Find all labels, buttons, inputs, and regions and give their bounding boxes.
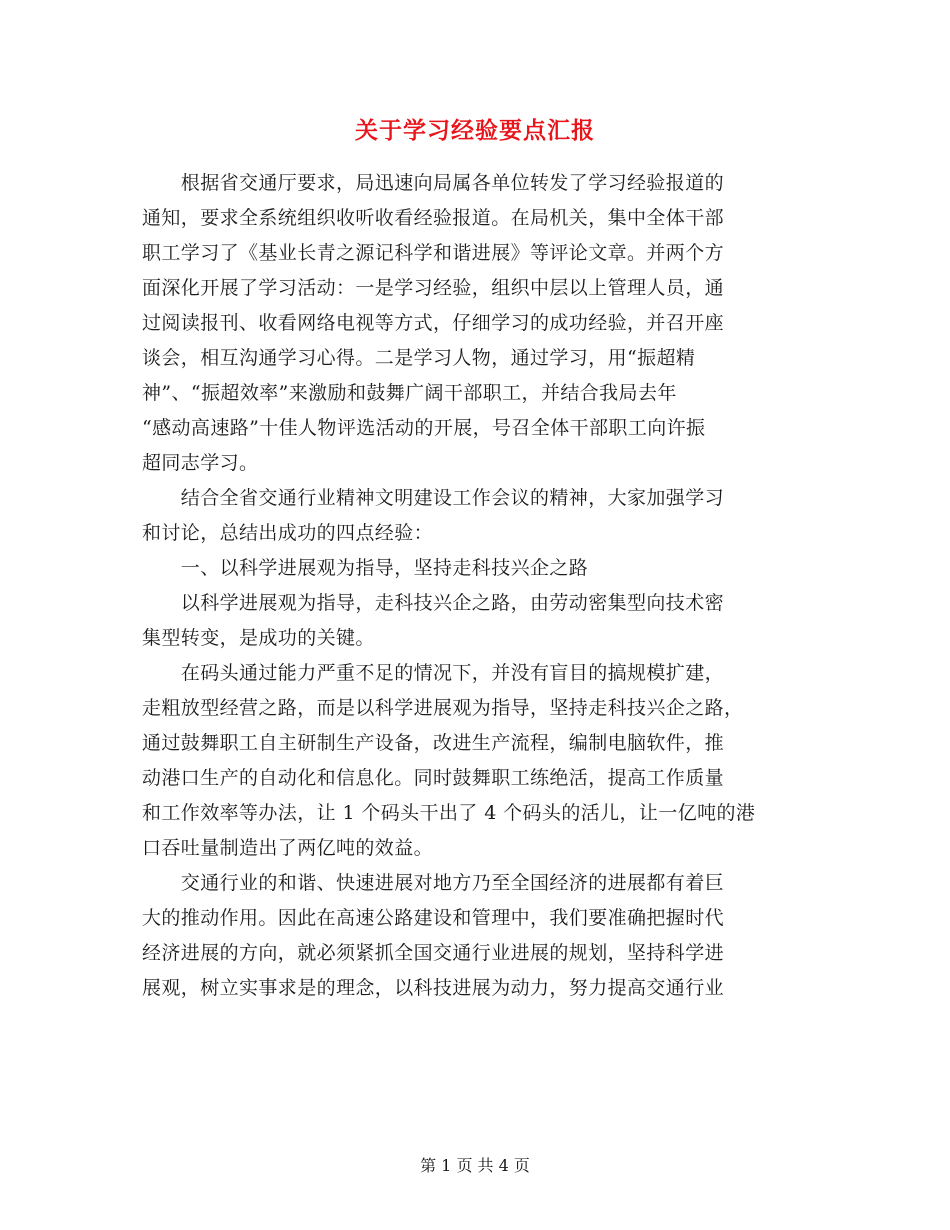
body-line: 交通行业的和谐、快速进展对地方乃至全国经济的进展都有着巨 bbox=[142, 872, 725, 894]
body-line: 神”、“振超效率”来激励和鼓舞广阔干部职工，并结合我局去年 bbox=[142, 382, 677, 404]
body-line: 结合全省交通行业精神文明建设工作会议的精神，大家加强学习 bbox=[142, 487, 725, 509]
body-line: “感动高速路”十佳人物评选活动的开展，号召全体干部职工向许振 bbox=[142, 417, 706, 439]
body-line: 展观，树立实事求是的理念，以科技进展为动力，努力提高交通行业 bbox=[142, 977, 725, 999]
body-line: 集型转变，是成功的关键。 bbox=[142, 627, 375, 649]
body-line: 超同志学习。 bbox=[142, 452, 259, 474]
body-line: 走粗放型经营之路，而是以科学进展观为指导，坚持走科技兴企之路， bbox=[142, 697, 744, 719]
document-title: 关于学习经验要点汇报 bbox=[355, 117, 595, 144]
body-line: 和工作效率等办法，让 1 个码头干出了 4 个码头的活儿，让一亿吨的港 bbox=[142, 802, 756, 824]
body-line: 通知，要求全系统组织收听收看经验报道。在局机关，集中全体干部 bbox=[142, 207, 725, 229]
body-line: 谈会，相互沟通学习心得。二是学习人物，通过学习，用“振超精 bbox=[142, 347, 696, 369]
body-line: 动港口生产的自动化和信息化。同时鼓舞职工练绝活，提高工作质量 bbox=[142, 767, 725, 789]
body-line: 和讨论，总结出成功的四点经验： bbox=[142, 522, 434, 544]
section-heading: 一、以科学进展观为指导，坚持走科技兴企之路 bbox=[142, 557, 589, 579]
body-line: 过阅读报刊、收看网络电视等方式，仔细学习的成功经验，并召开座 bbox=[142, 312, 725, 334]
body-line: 以科学进展观为指导，走科技兴企之路，由劳动密集型向技术密 bbox=[142, 592, 725, 614]
body-line: 面深化开展了学习活动：一是学习经验，组织中层以上管理人员，通 bbox=[142, 277, 725, 299]
body-line: 口吞吐量制造出了两亿吨的效益。 bbox=[142, 837, 434, 859]
page-footer: 第 1 页 共 4 页 bbox=[420, 1156, 530, 1175]
body-line: 通过鼓舞职工自主研制生产设备，改进生产流程，编制电脑软件，推 bbox=[142, 732, 725, 754]
body-line: 根据省交通厅要求，局迅速向局属各单位转发了学习经验报道的 bbox=[142, 172, 725, 194]
document-body bbox=[142, 166, 810, 1006]
body-line: 在码头通过能力严重不足的情况下，并没有盲目的搞规模扩建， bbox=[142, 662, 725, 684]
body-line: 经济进展的方向，就必须紧抓全国交通行业进展的规划，坚持科学进 bbox=[142, 942, 725, 964]
body-line: 职工学习了《基业长青之源记科学和谐进展》等评论文章。并两个方 bbox=[142, 242, 725, 264]
body-line: 大的推动作用。因此在高速公路建设和管理中，我们要准确把握时代 bbox=[142, 907, 725, 929]
